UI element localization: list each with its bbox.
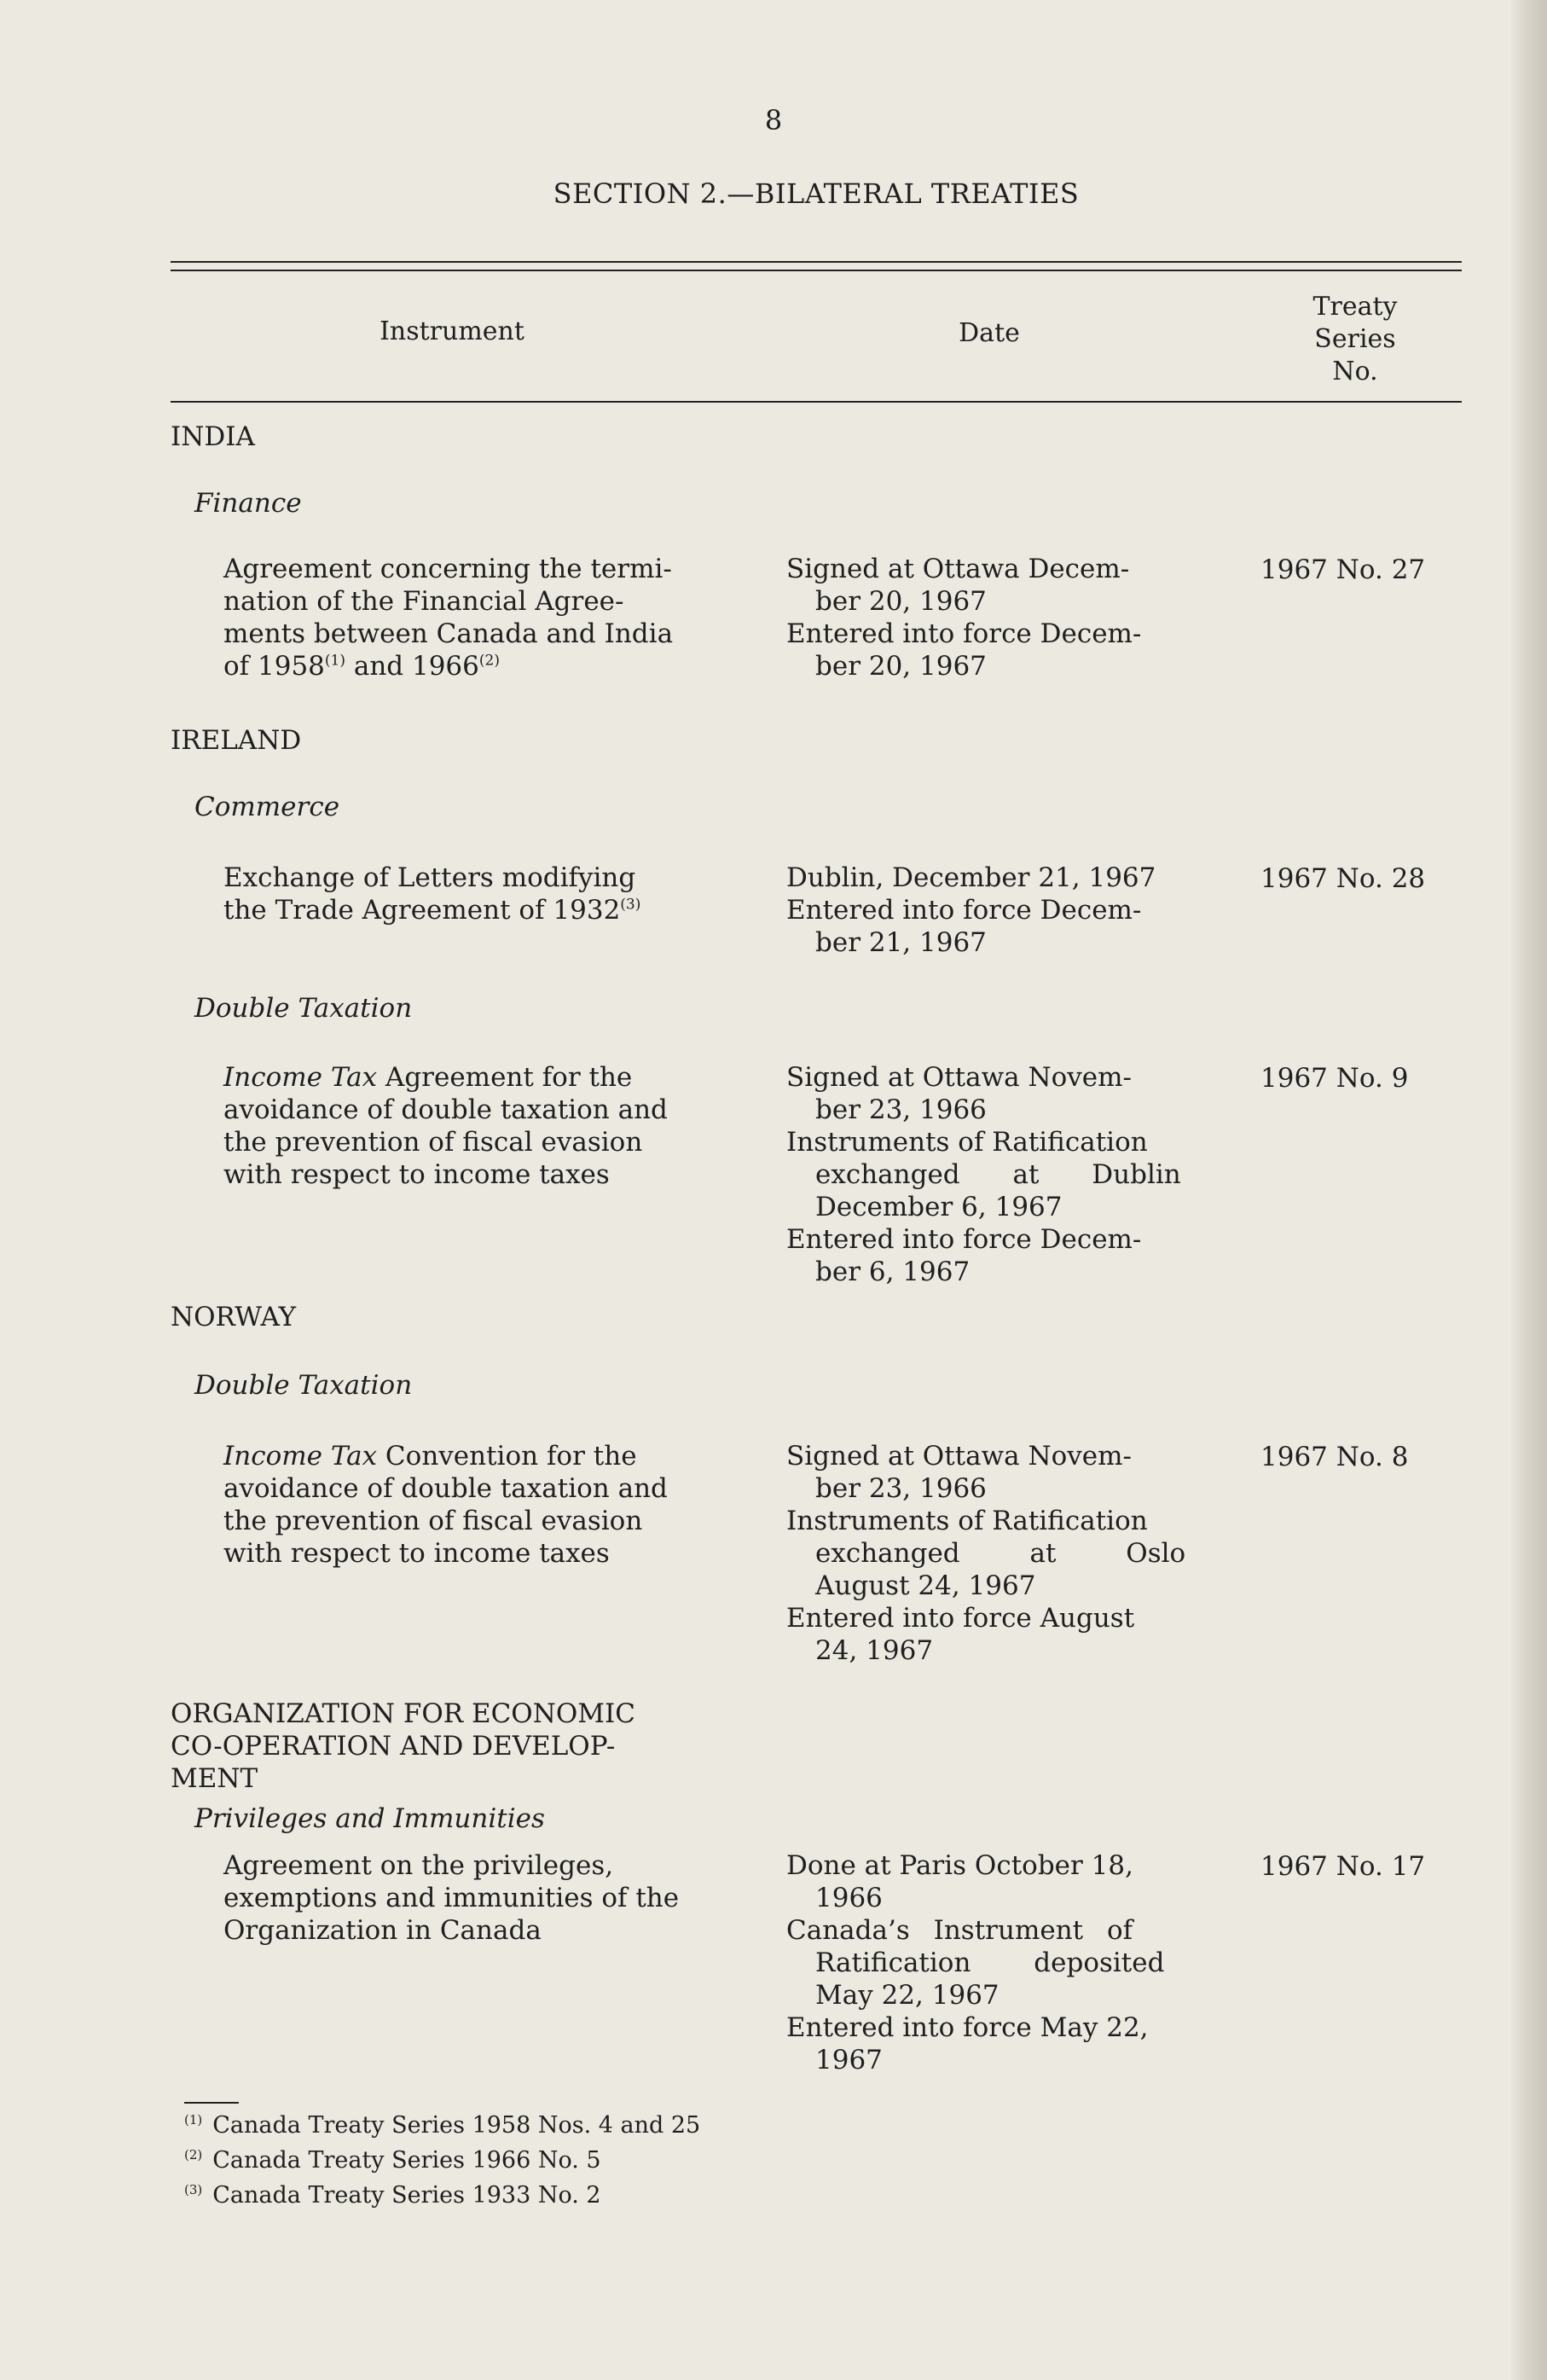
- header-date: Date: [959, 318, 1020, 348]
- date-norway: Signed at Ottawa Novem- ber 23, 1966 Instruments of Ratification exchanged at Oslo August 24, 1967 Entered into force August 24, 1967: [786, 1441, 1186, 1666]
- date-india: Signed at Ottawa Decem- ber 20, 1967 Entered into force Decem- ber 20, 1967: [786, 554, 1142, 682]
- header-instrument: Instrument: [380, 316, 524, 346]
- treaty-no-norway: 1967 No. 8: [1260, 1442, 1409, 1472]
- header-rule-bottom: [171, 401, 1462, 403]
- instrument-oecd: Agreement on the privileges, exemptions and immunities of the Organization in Canada: [223, 1850, 680, 1946]
- subject-double-taxation-norway: Double Taxation: [194, 1370, 413, 1401]
- instrument-norway: Income Tax Convention for the avoidance of double taxation and the prevention of fiscal evasion with respect to income taxes: [223, 1441, 668, 1569]
- header-treaty-series: [1260, 291, 1450, 388]
- footnote-3: $^{(3)}$ Canada Treaty Series 1933 No. 2: [184, 2182, 601, 2209]
- date-oecd: Done at Paris October 18, 1966 Canada’s Instrument of Ratification deposited May 22, 1967 Entered into force May 22, 1967: [786, 1850, 1165, 2075]
- footnote-1: $^{(1)}$ Canada Treaty Series 1958 Nos. 4 and 25: [184, 2112, 701, 2139]
- country-oecd: ORGANIZATION FOR ECONOMIC CO-OPERATION AND DEVELOP- MENT: [171, 1698, 635, 1794]
- header-treaty-line-1: Treaty: [1312, 292, 1398, 322]
- instrument-india: Agreement concerning the termi- nation of the Financial Agree- ments between Canada and India of 1958$^{(1)}$ and 1966$^{(2)}$: [223, 554, 674, 682]
- instrument-ireland-commerce: Exchange of Letters modifying the Trade Agreement of 1932$^{(3)}$: [223, 862, 641, 926]
- country-india: INDIA: [171, 421, 255, 452]
- header-rule-top-1: [171, 261, 1462, 263]
- subject-commerce: Commerce: [194, 792, 340, 822]
- header-rule-top-2: [171, 270, 1462, 271]
- footnotes: [184, 2105, 700, 2210]
- page-number: 8: [764, 104, 783, 136]
- header-treaty-line-3: No.: [1332, 357, 1378, 386]
- treaty-no-india: 1967 No. 27: [1260, 554, 1426, 585]
- subject-double-taxation-ireland: Double Taxation: [194, 993, 413, 1024]
- subject-privileges: Privileges and Immunities: [194, 1803, 545, 1834]
- date-ireland-tax: Signed at Ottawa Novem- ber 23, 1966 Instruments of Ratification exchanged at Dublin December 6, 1967 Entered into force Decem- ber 6, 1967: [786, 1062, 1181, 1287]
- page-edge-shadow: [1511, 0, 1547, 2380]
- instrument-ireland-tax: Income Tax Agreement for the avoidance of double taxation and the prevention of fiscal evasion with respect to income taxes: [223, 1062, 668, 1190]
- treaty-no-ireland-commerce: 1967 No. 28: [1260, 863, 1426, 894]
- date-ireland-commerce: Dublin, December 21, 1967 Entered into force Decem- ber 21, 1967: [786, 862, 1156, 958]
- treaty-no-ireland-tax: 1967 No. 9: [1260, 1063, 1409, 1094]
- country-ireland: IRELAND: [171, 725, 302, 756]
- country-norway: NORWAY: [171, 1302, 297, 1332]
- subject-finance: Finance: [194, 488, 302, 519]
- treaty-no-oecd: 1967 No. 17: [1260, 1851, 1426, 1882]
- footnote-2: $^{(2)}$ Canada Treaty Series 1966 No. 5: [184, 2147, 601, 2174]
- section-title: SECTION 2.—BILATERAL TREATIES: [553, 177, 1080, 210]
- header-treaty-line-2: Series: [1314, 324, 1396, 354]
- footnote-rule: [184, 2102, 239, 2104]
